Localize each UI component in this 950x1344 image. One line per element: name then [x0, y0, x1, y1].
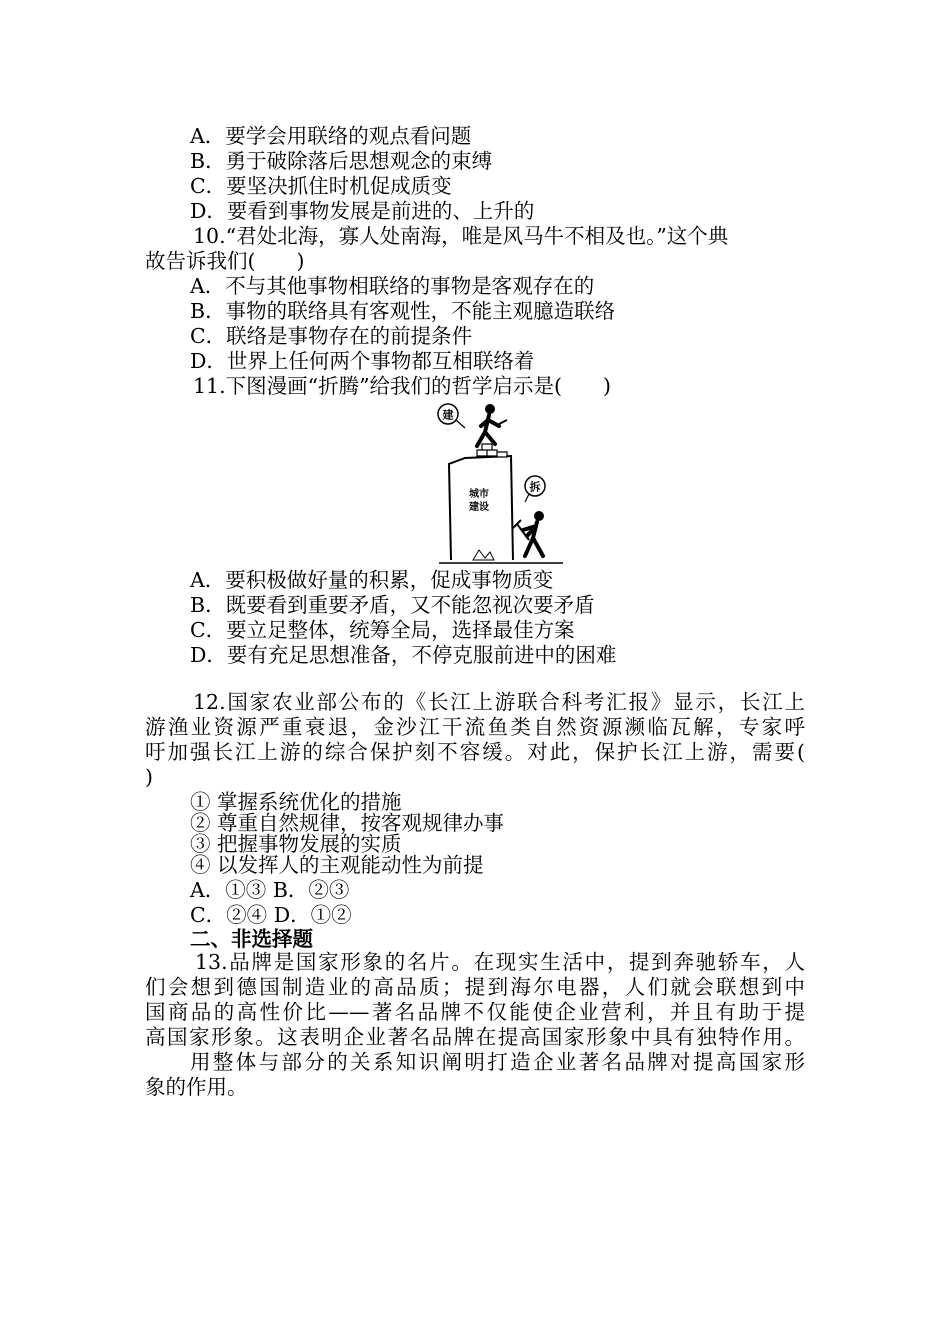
wall-text-line2: 建设: [469, 502, 489, 513]
cartoon-illustration: [437, 400, 565, 568]
q12-item-1: ① 掌握系统优化的措施: [190, 790, 402, 814]
build-bubble-label: 建: [442, 408, 454, 422]
q13-line1: 13.品牌是国家形象的名片。在现实生活中，提到奔驰轿车，人: [195, 950, 805, 974]
q12-answers-ab: A．①③ B．②③: [190, 878, 350, 902]
q10-option-d: D．世界上任何两个事物都互相联络着: [190, 349, 535, 373]
q11-option-c: C．要立足整体，统筹全局，选择最佳方案: [190, 618, 575, 642]
q10-stem-continued: 故告诉我们( ): [145, 249, 305, 273]
q9-option-c: C．要坚决抓住时机促成质变: [190, 174, 452, 198]
q13-line4: 高国家形象。这表明企业著名品牌在提高国家形象中具有独特作用。: [145, 1025, 805, 1049]
q12-item-4: ④ 以发挥人的主观能动性为前提: [190, 853, 484, 877]
demolish-bubble-label: 拆: [529, 480, 541, 494]
q11-option-a: A．要积极做好量的积累，促成事物质变: [190, 568, 554, 592]
q12-answers-cd: C．②④ D．①②: [190, 903, 352, 927]
q12-stem-line4: ): [145, 765, 153, 789]
section-heading: 二、非选择题: [190, 927, 313, 951]
q10-stem: 10.“君处北海，寡人处南海，唯是风马牛不相及也。”这个典: [193, 224, 729, 248]
q12-stem-line3: 吁加强长江上游的综合保护刻不容缓。对此，保护长江上游，需要(: [145, 740, 805, 764]
q13-line2: 们会想到德国制造业的高品质；提到海尔电器，人们就会联想到中: [145, 975, 805, 999]
q11-option-d: D．要有充足思想准备，不停克服前进中的困难: [190, 643, 617, 667]
q10-option-c: C．联络是事物存在的前提条件: [190, 324, 473, 348]
q11-stem: 11.下图漫画“折腾”给我们的哲学启示是( ): [193, 374, 612, 398]
q12-stem-line1: 12.国家农业部公布的《长江上游联合科考汇报》显示，长江上: [193, 690, 805, 714]
q13-line3: 国商品的高性价比——著名品牌不仅能使企业营利，并且有助于提: [145, 1000, 805, 1024]
q12-item-2: ② 尊重自然规律，按客观规律办事: [190, 811, 505, 835]
q10-option-a: A．不与其他事物相联络的事物是客观存在的: [190, 274, 595, 298]
q9-option-a: A．要学会用联络的观点看问题: [190, 124, 472, 148]
q13-question-line2: 象的作用。: [145, 1075, 248, 1099]
q9-option-d: D．要看到事物发展是前进的、上升的: [190, 199, 535, 223]
q12-item-3: ③ 把握事物发展的实质: [190, 832, 402, 856]
q9-option-b: B．勇于破除落后思想观念的束缚: [190, 149, 493, 173]
q12-stem-line2: 游渔业资源严重衰退，金沙江干流鱼类自然资源濒临瓦解，专家呼: [145, 715, 805, 739]
wall-text-line1: 城市: [469, 489, 489, 500]
q13-question-line1: 用整体与部分的关系知识阐明打造企业著名品牌对提高国家形: [190, 1050, 805, 1074]
q11-option-b: B．既要看到重要矛盾，又不能忽视次要矛盾: [190, 593, 595, 617]
q10-option-b: B．事物的联络具有客观性，不能主观臆造联络: [190, 299, 616, 323]
